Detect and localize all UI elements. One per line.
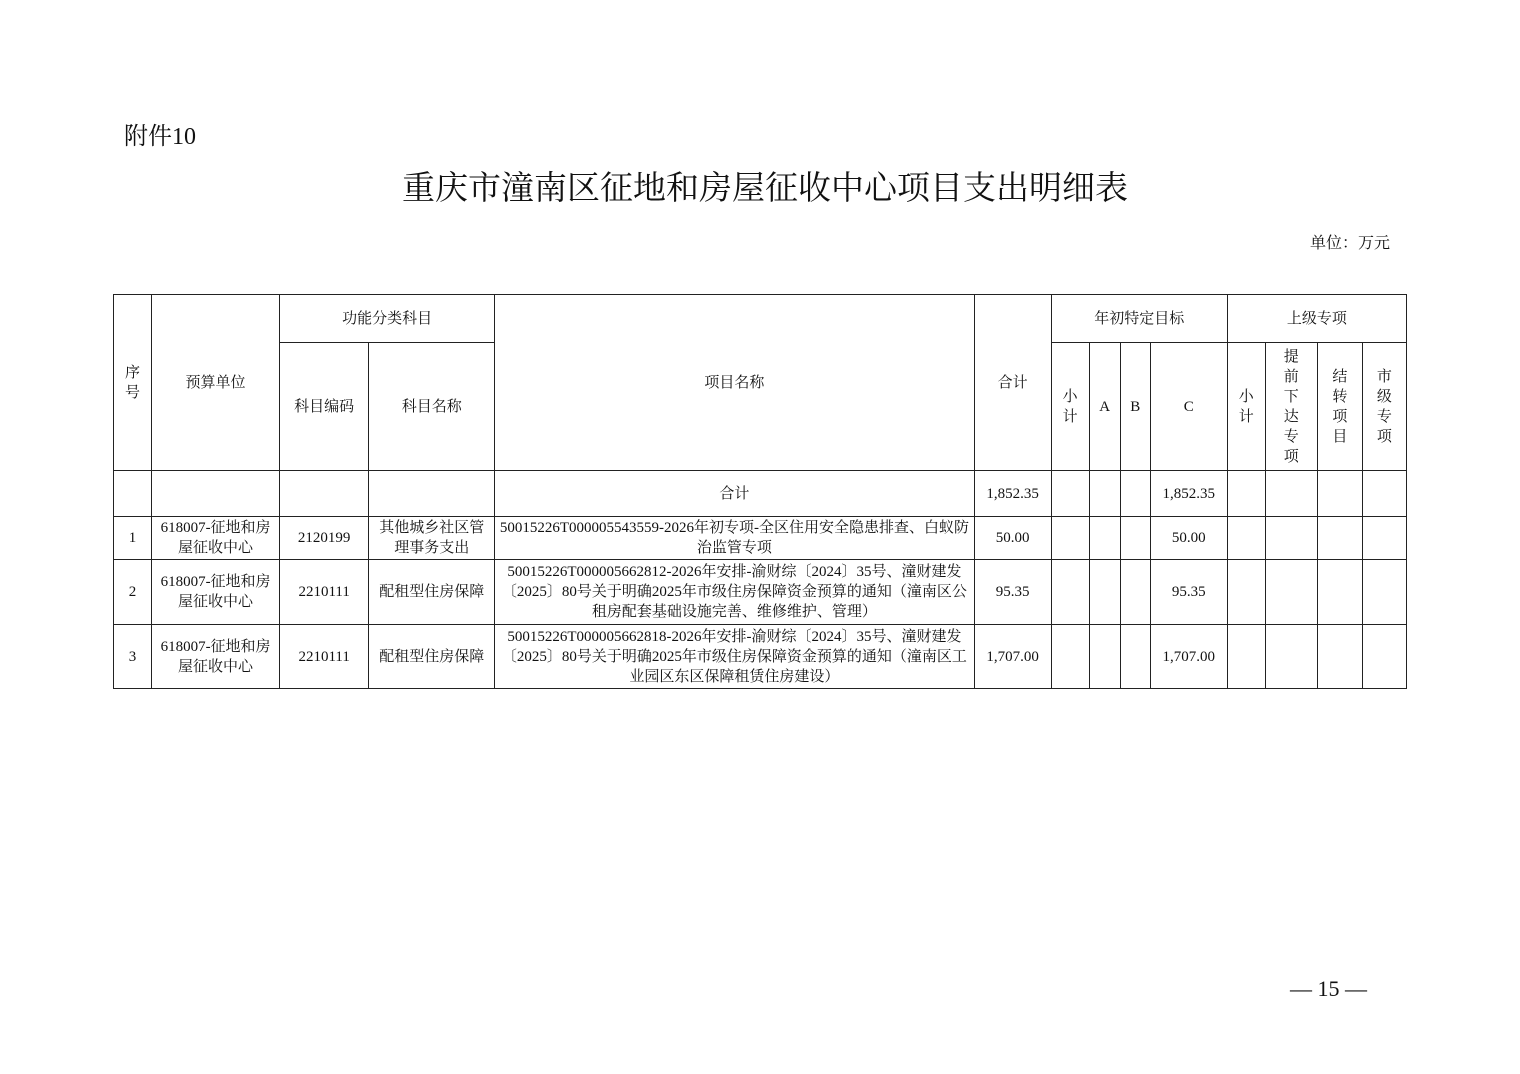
header-seq: 序 号 <box>114 295 152 471</box>
header-advance: 提 前 下 达 专 项 <box>1265 343 1317 471</box>
row-unit: 618007-征地和房屋征收中心 <box>152 517 280 560</box>
table-row <box>114 517 1407 560</box>
header-col-a: A <box>1089 343 1120 471</box>
header-project-name: 项目名称 <box>495 295 974 471</box>
row-c: 95.35 <box>1150 560 1227 625</box>
header-func-class: 功能分类科目 <box>280 295 495 343</box>
row-code: 2210111 <box>280 625 369 689</box>
header-budget-unit: 预算单位 <box>152 295 280 471</box>
header-superior: 上级专项 <box>1227 295 1406 343</box>
row-subject: 配租型住房保障 <box>369 625 495 689</box>
row-c: 50.00 <box>1150 517 1227 560</box>
row-seq: 1 <box>114 517 152 560</box>
header-superior-subtotal: 小 计 <box>1227 343 1265 471</box>
page-number: — 15 — <box>1290 976 1367 1001</box>
header-initial-target: 年初特定目标 <box>1051 295 1227 343</box>
row-code: 2120199 <box>280 517 369 560</box>
row-code: 2210111 <box>280 560 369 625</box>
header-total: 合计 <box>974 295 1051 471</box>
header-carryover: 结 转 项 目 <box>1317 343 1362 471</box>
header-col-b: B <box>1120 343 1150 471</box>
total-row-total: 1,852.35 <box>974 471 1051 517</box>
header-subject-name: 科目名称 <box>369 343 495 471</box>
row-total: 1,707.00 <box>974 625 1051 689</box>
expenditure-table <box>113 294 1407 689</box>
header-city: 市 级 专 项 <box>1362 343 1406 471</box>
row-project: 50015226T000005662818-2026年安排-渝财综〔2024〕35号、潼财建发〔2025〕80号关于明确2025年市级住房保障资金预算的通知（潼南区工业园区东区保障租赁住房建设） <box>495 625 974 689</box>
row-project: 50015226T000005543559-2026年初专项-全区住用安全隐患排查、白蚁防治监管专项 <box>495 517 974 560</box>
table-row <box>114 625 1407 689</box>
total-row-c: 1,852.35 <box>1150 471 1227 517</box>
page-title: 重庆市潼南区征地和房屋征收中心项目支出明细表 <box>402 168 1128 207</box>
row-unit: 618007-征地和房屋征收中心 <box>152 625 280 689</box>
total-row-label: 合计 <box>495 471 974 517</box>
table-row <box>114 560 1407 625</box>
row-subject: 其他城乡社区管理事务支出 <box>369 517 495 560</box>
row-subject: 配租型住房保障 <box>369 560 495 625</box>
row-total: 50.00 <box>974 517 1051 560</box>
row-unit: 618007-征地和房屋征收中心 <box>152 560 280 625</box>
header-initial-subtotal: 小 计 <box>1051 343 1089 471</box>
row-total: 95.35 <box>974 560 1051 625</box>
row-c: 1,707.00 <box>1150 625 1227 689</box>
header-subject-code: 科目编码 <box>280 343 369 471</box>
row-seq: 3 <box>114 625 152 689</box>
total-row <box>114 471 1407 517</box>
row-project: 50015226T000005662812-2026年安排-渝财综〔2024〕35号、潼财建发〔2025〕80号关于明确2025年市级住房保障资金预算的通知（潼南区公租房配套基础设施完善、维修维护、管理） <box>495 560 974 625</box>
unit-label: 单位：万元 <box>1310 235 1391 252</box>
attachment-label: 附件10 <box>124 124 196 150</box>
row-seq: 2 <box>114 560 152 625</box>
header-col-c: C <box>1150 343 1227 471</box>
